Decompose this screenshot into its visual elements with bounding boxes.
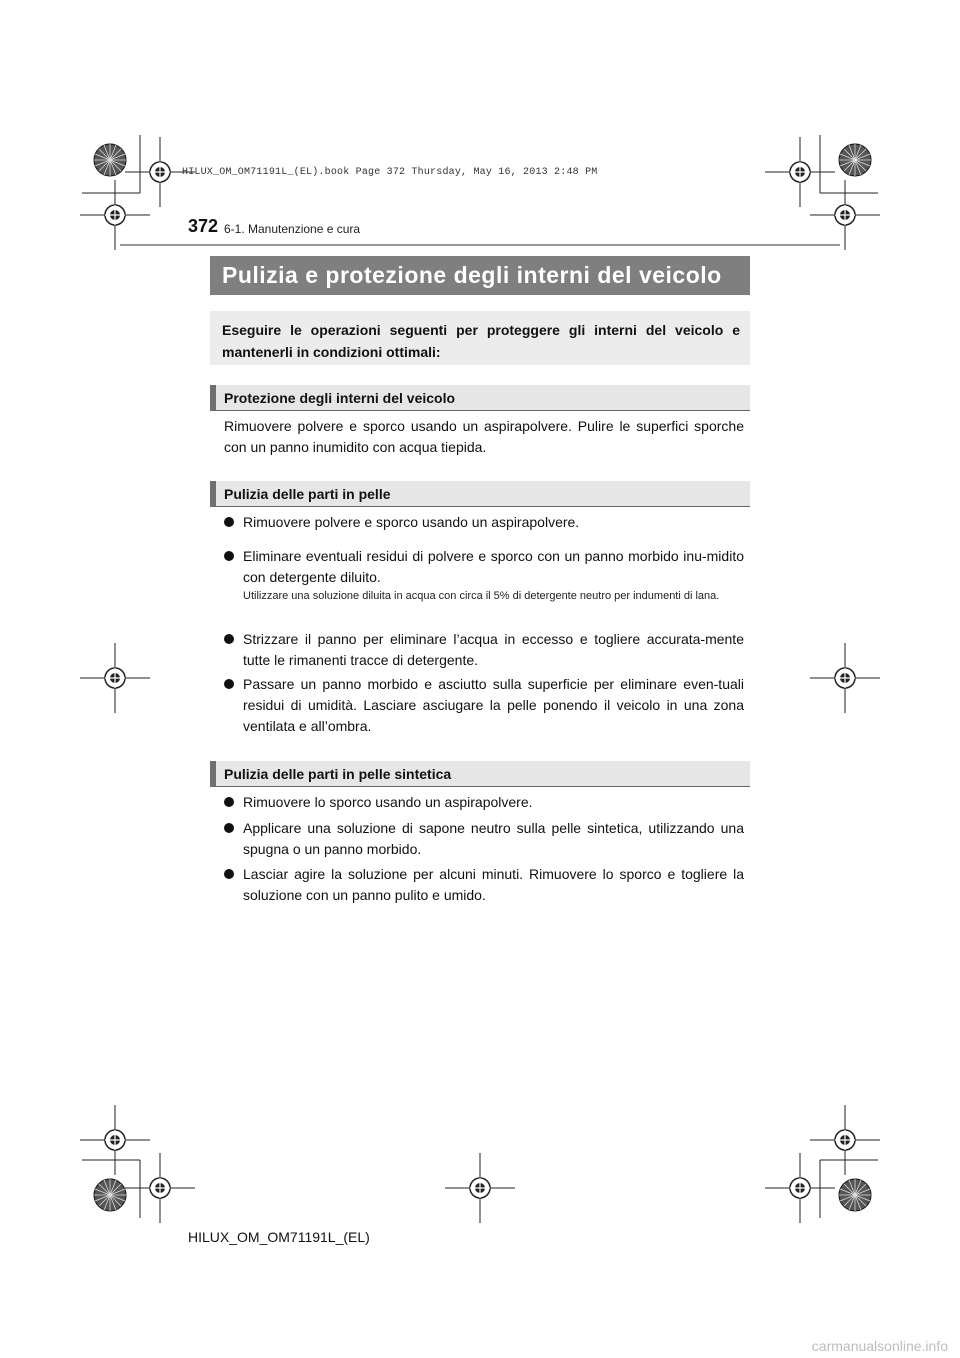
print-info: HILUX_OM_OM71191L_(EL).book Page 372 Thursday, May 16, 2013 2:48 PM [182, 167, 598, 178]
list-item [224, 546, 744, 588]
bullet-icon [224, 797, 234, 807]
subheading-protezione: Protezione degli interni del veicolo [210, 385, 750, 411]
list-item-text: Rimuovere lo sporco usando un aspirapolvere. [243, 794, 533, 810]
paragraph-protezione: Rimuovere polvere e sporco usando un aspirapolvere. Pulire le superfici sporche con un panno inumidito con acqua tiepida. [224, 418, 744, 455]
starburst-mark-top-left [94, 144, 126, 176]
header-rule [120, 244, 840, 246]
intro-box: Eseguire le operazioni seguenti per proteggere gli interni del veicolo e mantenerli in condizioni ottimali: [210, 311, 750, 365]
watermark: carmanualsonline.info [811, 1338, 948, 1354]
bullet-icon [224, 634, 234, 644]
list-item-text: Passare un panno morbido e asciutto sulla superficie per eliminare even-tuali residui di umidità. Lasciare asciugare la pelle ponendo il veicolo in una zona ventilata e all’ombra. [243, 676, 744, 734]
list-item-text: Rimuovere polvere e sporco usando un aspirapolvere. [243, 514, 580, 530]
bullet-icon [224, 869, 234, 879]
list-item [224, 818, 744, 860]
note-detergente: Utilizzare una soluzione diluita in acqua con circa il 5% di detergente neutro per indumenti di lana. [243, 590, 720, 602]
list-item [224, 512, 744, 533]
list-item-text: Lasciar agire la soluzione per alcuni minuti. Rimuovere lo sporco e togliere la soluzione con un panno pulito e umido. [243, 866, 744, 903]
list-item [224, 629, 744, 671]
list-item-text: Eliminare eventuali residui di polvere e sporco con un panno morbido inu-midito con detergente diluito. [243, 548, 744, 585]
list-item [224, 792, 744, 813]
list-item [224, 864, 744, 906]
starburst-mark-bottom-left [94, 1179, 126, 1211]
list-item-text: Applicare una soluzione di sapone neutro sulla pelle sintetica, utilizzando una spugna o un panno morbido. [243, 820, 744, 857]
section-label: 6-1. Manutenzione e cura [224, 222, 361, 236]
page-title: Pulizia e protezione degli interni del veicolo [210, 256, 750, 295]
bullet-icon [224, 551, 234, 561]
bullet-icon [224, 517, 234, 527]
starburst-mark-top-right [839, 144, 871, 176]
list-item [224, 674, 744, 737]
bullet-icon [224, 823, 234, 833]
starburst-mark-bottom-right [839, 1179, 871, 1211]
subheading-pelle: Pulizia delle parti in pelle [210, 481, 750, 507]
subheading-pelle-sintetica: Pulizia delle parti in pelle sintetica [210, 761, 750, 787]
footer-code: HILUX_OM_OM71191L_(EL) [188, 1229, 370, 1245]
list-item-text: Strizzare il panno per eliminare l’acqua in eccesso e togliere accurata-mente tutte le rimanenti tracce di detergente. [243, 631, 744, 668]
page-number: 372 [188, 216, 219, 236]
bullet-icon [224, 679, 234, 689]
